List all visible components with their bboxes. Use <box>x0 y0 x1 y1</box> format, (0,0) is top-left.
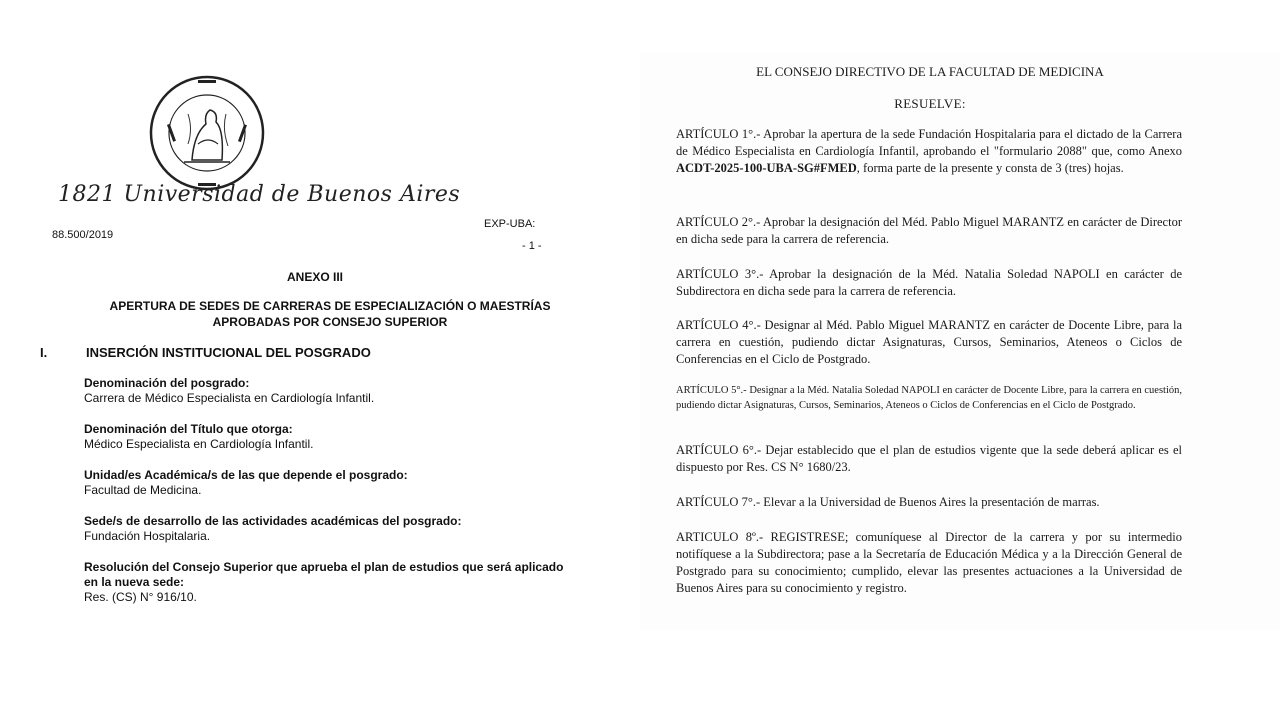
article-1 <box>676 126 1182 177</box>
article-8: ARTICULO 8º.- REGISTRESE; comuníquese al Director de la carrera y por su intermedio notifíquese a la Subdirectora; pase a la Secretaría de Educación Médica y a la Dirección General de Postgrado para su conocimiento; cumplido, elevar las presentes actuaciones a la Universidad de Buenos Aires para su conocimiento y registro. <box>676 530 1182 595</box>
field-label: Sede/s de desarrollo de las actividades académicas del posgrado: <box>84 514 462 528</box>
field-value: Res. (CS) N° 916/10. <box>84 590 197 604</box>
field-resolucion <box>84 560 564 605</box>
page-number: - 1 - <box>522 240 542 252</box>
section-title: INSERCIÓN INSTITUCIONAL DEL POSGRADO <box>86 345 371 360</box>
article-7: ARTÍCULO 7°.- Elevar a la Universidad de Buenos Aires la presentación de marras. <box>676 495 1100 509</box>
resolves-heading: RESUELVE: <box>894 96 966 111</box>
field-value: Facultad de Medicina. <box>84 483 202 497</box>
annex-title: ANEXO III <box>286 270 343 284</box>
section-number: I. <box>40 345 48 360</box>
university-name-line: 1821 Universidad de Buenos Aires <box>58 182 461 207</box>
article-2: ARTÍCULO 2°.- Aprobar la designación del Méd. Pablo Miguel MARANTZ en carácter de Director en dicha sede para la carrera de referencia. <box>676 215 1182 246</box>
field-value: Carrera de Médico Especialista en Cardiología Infantil. <box>84 391 375 405</box>
council-heading: EL CONSEJO DIRECTIVO DE LA FACULTAD DE MEDICINA <box>756 64 1104 79</box>
field-value: Fundación Hospitalaria. <box>84 529 211 543</box>
annex-page <box>0 52 630 630</box>
field-titulo <box>84 422 584 452</box>
expediente-number: 88.500/2019 <box>52 229 114 241</box>
field-label: Unidad/es Académica/s de las que depende el posgrado: <box>84 468 408 482</box>
article-3: ARTÍCULO 3°.- Aprobar la designación de la Méd. Natalia Soledad NAPOLI en carácter de Subdirectora en dicha sede para la carrera de referencia. <box>676 267 1182 298</box>
article-text: ARTÍCULO 1°.- Aprobar la apertura de la sede Fundación Hospitalaria para el dictado de la Carrera de Médico Especialista en Cardiología Infantil, aprobando el "formulario 2088" que, como Anexo <box>676 127 1182 158</box>
field-unidad <box>84 468 584 498</box>
annex-heading: APERTURA DE SEDES DE CARRERAS DE ESPECIALIZACIÓN O MAESTRÍAS APROBADAS POR CONSEJO SUPERIOR <box>109 299 551 329</box>
article-5: ARTÍCULO 5°.- Designar a la Méd. Natalia Soledad NAPOLI en carácter de Docente Libre, para la carrera en cuestión, pudiendo dictar Asignaturas, Cursos, Seminarios, Ateneos o Ciclos de Conferencias en el Ciclo de Postgrado. <box>676 385 1182 411</box>
article-text: , forma parte de la presente y consta de 3 (tres) hojas. <box>856 161 1124 175</box>
exp-uba-label: EXP-UBA: <box>484 218 536 230</box>
article-4: ARTÍCULO 4°.- Designar al Méd. Pablo Miguel MARANTZ en carácter de Docente Libre, para la carrera en cuestión, pudiendo dictar Asignaturas, Cursos, Seminarios, Ateneos o Ciclos de Conferencias en el Ciclo de Postgrado. <box>676 318 1182 366</box>
university-seal-icon <box>148 74 266 192</box>
field-label: Resolución del Consejo Superior que aprueba el plan de estudios que será aplicado en la nueva sede: <box>84 560 564 589</box>
field-sede <box>84 514 584 544</box>
annex-code: ACDT-2025-100-UBA-SG#FMED <box>676 161 857 175</box>
field-value: Médico Especialista en Cardiología Infantil. <box>84 437 314 451</box>
article-6: ARTÍCULO 6°.- Dejar establecido que el plan de estudios vigente que la sede deberá aplicar es el dispuesto por Res. CS N° 1680/23. <box>676 443 1182 474</box>
field-label: Denominación del posgrado: <box>84 376 250 390</box>
field-posgrado <box>84 376 584 406</box>
field-label: Denominación del Título que otorga: <box>84 422 293 436</box>
